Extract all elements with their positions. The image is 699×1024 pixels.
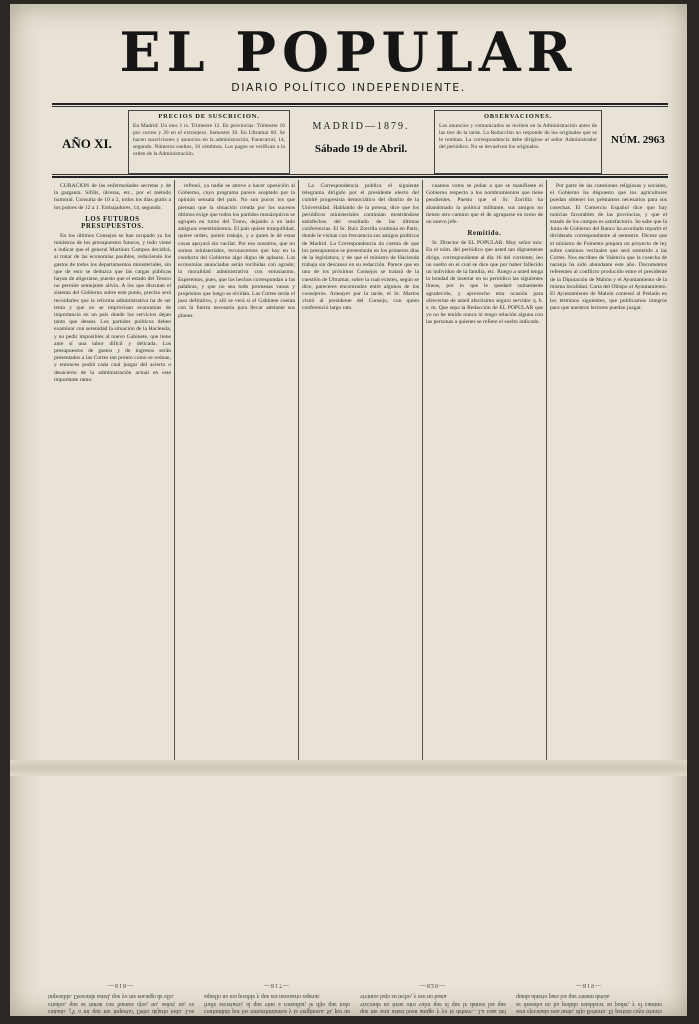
observations-box <box>434 110 602 174</box>
observations-title: OBSERVACIONES. <box>483 113 553 120</box>
column-5-section-1-text: Por parte de las cuestiones religiosas y sociales, el Gobierno ha dispuesto que los agricultores puedan obtener los préstamos necesarios para sus cosechas. El Comercio Español dice que hay noticias favorables de las provincias, y que el estado de los campos es satisfactorio. Se sabe que la Junta de Gobierno del Banco ha acordado repartir el dividendo correspondiente al semestre. Dícese que el ministro de Fomento prepara un proyecto de ley sobre caminos vecinales que será sometido a las Cortes. Nos escriben de Valencia que la cosecha de naranja ha sido abundante este año. Documentos referentes al conflicto producido entre el presidente de la Diputación de Mahón y el Ayuntamiento de la misma localidad. Carta del Obispo al Ayuntamiento. El Ayuntamiento de Mahón contestó al Prelado en los términos siguientes, que publicamos íntegros para que nuestros lectores puedan juzgar. <box>550 183 667 312</box>
column-2-section-1-text: refrenó, ya nadie se atreve a hacer oposición al Gobierno, cuyo programa parece aceptado por la opinión sensata del país. No son pocos los que piensan que la situación creada por los sucesos últimos exige que todos los partidos monárquicos se agrupen en torno del Trono, dejando a un lado antiguos resentimientos. El país quiere tranquilidad, quiere orden, quiere trabajo, y a quien le dé estas cosas apoyará sin vacilar. Por eso nosotros, que no somos ministeriales, reconocemos que hay en la conducta del Gobierno algo digno de aplauso. Las economías anunciadas serán recibidas con agrado; la moralidad administrativa con entusiasmo. Esperemos, pues, que los hechos correspondan a las palabras, y que no sea todo promesas vanas y propósitos que luego se olvidan. Las Cortes serán el juez definitivo, y allí se verá si el Gabinete cuenta con la fuerza necesaria para llevar adelante sus planes. <box>178 183 295 319</box>
lower-page-number-1: —818— <box>108 981 134 988</box>
column-1-section-2-heading: LOS FUTUROS PRESUPUESTOS. <box>81 215 144 230</box>
lower-page-block-3: que me será usted buen amigo y yo le deberé... La casa del vizconde no tiene otro valor que el que le damos los que vivimos bajo su techo, y eso no basta. <box>360 993 506 1014</box>
article-column-2 <box>178 180 295 758</box>
lower-page-column-1 <box>48 776 194 1014</box>
lower-page-column-3 <box>360 776 506 1014</box>
column-divider <box>422 180 423 760</box>
article-column-1 <box>54 180 171 758</box>
header-rule-bottom-thick <box>52 176 668 178</box>
lower-page-number-2: —817— <box>264 981 290 988</box>
lower-page-column-4 <box>516 776 662 1014</box>
column-3-section-1-text: La Correspondencia publica el siguiente telegrama dirigido por el presidente electo del comité progresista democrático del distrito de la Universidad. Hablando de la prensa, dice que los periódicos ministeriales continúan mostrándose satisfechos del resultado de las últimas conferencias. El Sr. Ruiz Zorrilla continúa en París, donde le visitan con frecuencia sus amigos políticos de Madrid. La Correspondencia da cuenta de que los presupuestos se presentarán en los primeros días de la legislatura, y de que el ministro de Hacienda trabaja sin descanso en su redacción. Parece que en uno de los próximos Consejos se tratará de la cuestión de Ultramar, sobre la cual existen, según se dice, pareceres encontrados entre algunos de los consejeros. Anteayer por la tarde, el Sr. Martos visitó al presidente del Consejo, con quien conferenció largo rato. <box>302 183 419 312</box>
lower-page-block-4: será ejecutada esta tarde, dijo Roberto. El partido cuyo triunfo se deseaba no ha podido establecer su poder, y el camino queda abierto para los que vienen detrás. <box>516 993 662 1014</box>
observations-text: Los anuncios y comunicados se reciben en la Administración antes de las tres de la tarde. La Redacción no responde de los originales que se le remitan. La correspondencia debe dirigirse al señor Administrador del periódico. No se devuelven los originales. <box>439 123 597 150</box>
lower-page-block-1: cuñado. ¿Y a mí qué me importa? Debo dejarlo todo. Los criados, que se miran con buenos ojos, no, señor, no, es imposible. Descuide usted, que yo me encargo de ello. <box>48 993 194 1014</box>
column-divider <box>546 180 547 760</box>
lower-page-block-2: confundido por los remordimientos y la vergüenza. Sí, por un fraile secretario, al que vino a consultar, le dijo que todo aquello no era posible y que era necesario esperar. <box>204 993 350 1014</box>
newspaper-page <box>10 4 687 1016</box>
issue-number: NÚM. 2963 <box>611 134 665 146</box>
column-4-section-1-text: cuantos votos se pidan a que se manifieste el Gobierno respecto a los nombramientos que tiene pendientes. Puesto que el Sr. Zorrilla ha abandonado la política militante, sus amigos no tienen otro camino que el de agruparse en torno de un nuevo jefe. <box>426 183 543 226</box>
lower-page-number-4: —819— <box>576 981 602 988</box>
column-divider <box>174 180 175 760</box>
masthead-subtitle: DIARIO POLÍTICO INDEPENDIENTE. <box>231 81 466 94</box>
column-1-section-1-text: CURACION de las enfermedades secretas y de la garganta. Sífilis, úlceras, etc., por el método humoral. Consulta de 10 a 2, todos los días gratis a los pobres de 12 a 1. Embajadores, 14, segundo. <box>54 183 171 211</box>
header-rule-bottom <box>52 174 668 175</box>
subscription-prices-box <box>128 110 290 174</box>
column-4-section-2-heading: Remitido. <box>467 230 502 238</box>
article-column-4 <box>426 180 543 758</box>
page-fold <box>10 760 687 776</box>
article-column-5 <box>550 180 667 758</box>
lower-page-number-3: —820— <box>420 981 446 988</box>
header-rule-top-thin <box>52 106 668 107</box>
column-4-section-2-text: Sr. Director de EL POPULAR. Muy señor mío: En el núm. del periódico que usted tan dignamente dirige, correspondiente al día 16 del corriente, leo un suelto en el cual se dice que por haber fallecido un individuo de la familia, etc. Ruego a usted tenga la bondad de insertar en su periódico las siguientes líneas, por lo que le quedaré sumamente agradecido, y aprovecho esta ocasión para ofrecerme de usted afectísimo seguro servidor q. b. s. m. Que sepa la Redacción de EL POPULAR que yo no he tenido nunca ni tengo relación alguna con las personas a quienes se refiere el suelto indicado. <box>426 240 543 326</box>
subscription-prices-title: PRECIOS DE SUSCRICION. <box>158 113 260 120</box>
city-year-line: MADRID—1879. <box>312 121 410 132</box>
lower-page-column-2 <box>204 776 350 1014</box>
year-label: AÑO XI. <box>62 136 112 151</box>
column-divider <box>298 180 299 760</box>
article-column-3 <box>302 180 419 758</box>
subscription-prices-text: En Madrid: Un mes 1 rs. Trimestre 12. En provincias: Trimestre 16 por correo y 20 en el extranjero. Semestre 30. En Ultramar 60. Se hacen suscriciones y anuncios en la administración, Fuencarral, 14, segundo. Números sueltos, 10 céntimos. Los pagos se verifican a la orden de la Administración. <box>133 123 285 157</box>
masthead-title: EL POPULAR <box>119 20 578 84</box>
header-rule-top <box>52 103 668 105</box>
issue-date: Sábado 19 de Abril. <box>314 143 408 155</box>
column-1-section-2-text: En los últimos Consejos se han ocupado ya los ministros de los presupuestos futuros, y todo viene a indicar que el general Martínez Campos decidirá, al tratar de las economías posibles, reduciendo los gastos de todos los departamentos ministeriales, sin que de esto se deduzca que las cargas públicas hayan de aligerarse, puesto que el estado del Tesoro no permite semejante alivio. A los que discutan el sistema del Gobierno sobre este punto, preciso será recordarles que la reforma administrativa ha de ser lenta y que no se improvisan economías de importancia en un país donde los servicios dejan tanto que desear. Los partidos políticos deben examinar con serenidad la situación de la Hacienda, y no pedir imposibles al nuevo Gabinete, que tiene ante sí una labor difícil y delicada. Los presupuestos de gastos y de ingresos serán presentados a las Cortes tan pronto como se reúnan, y entonces podrá cada cual juzgar del acierto o desacierto de la administración actual en este importante ramo. <box>54 232 171 383</box>
